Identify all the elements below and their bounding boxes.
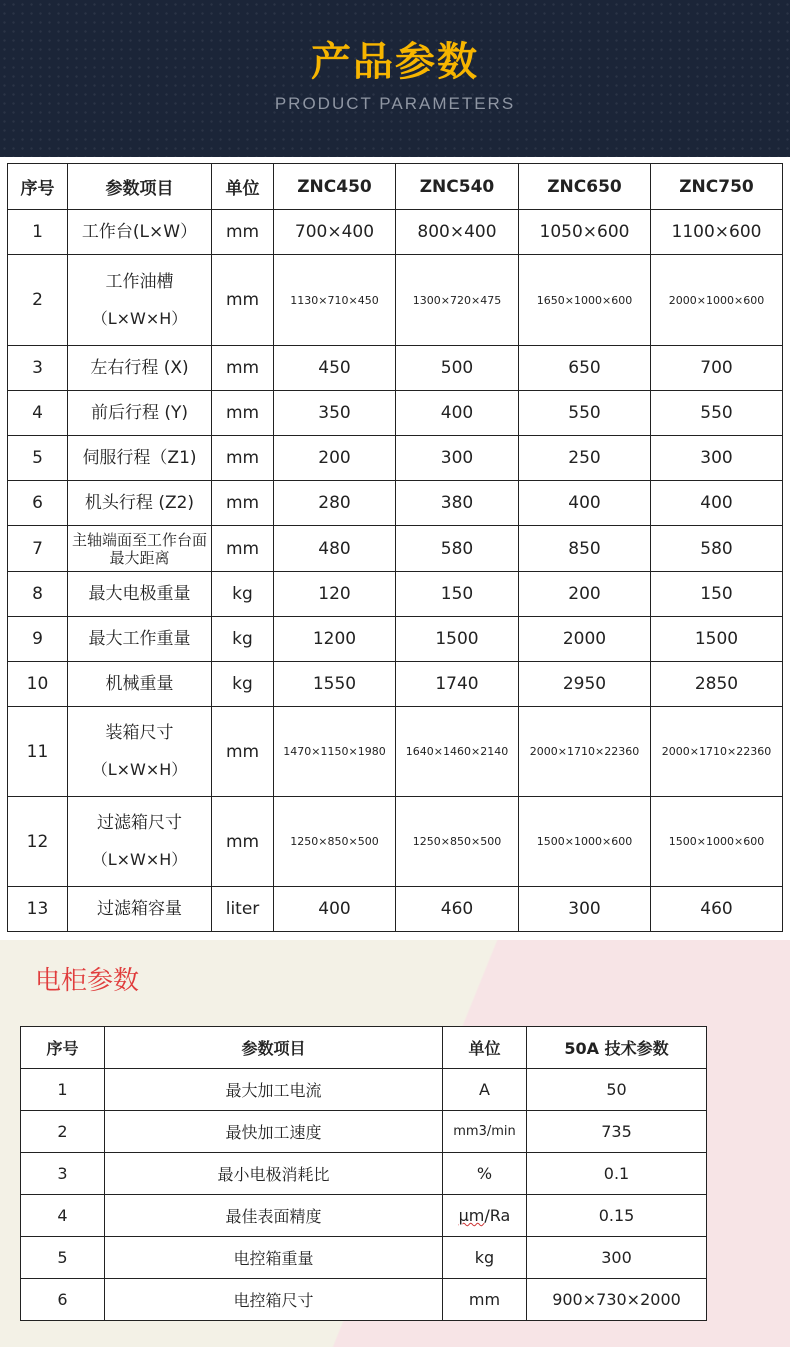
row-no: 3 (21, 1153, 105, 1195)
row-no: 4 (21, 1195, 105, 1237)
row-value: 580 (396, 526, 519, 572)
row-value: 735 (527, 1111, 707, 1153)
row-value: 650 (519, 346, 651, 391)
row-value: 150 (396, 572, 519, 617)
table-row (21, 1069, 707, 1111)
row-value: 900×730×2000 (527, 1279, 707, 1321)
row-value: 550 (519, 391, 651, 436)
row-name: 最小电极消耗比 (105, 1153, 443, 1195)
row-value: 1500 (651, 617, 783, 662)
row-value: 200 (519, 572, 651, 617)
table-row (8, 526, 783, 572)
row-value: 300 (527, 1237, 707, 1279)
row-value: 1130×710×450 (274, 255, 396, 346)
table-row (8, 481, 783, 526)
cabinet-section-title: 电柜参数 (35, 966, 140, 996)
row-unit: mm (212, 436, 274, 481)
row-value: 400 (651, 481, 783, 526)
table-row (8, 255, 783, 346)
row-value: 460 (396, 887, 519, 932)
page-subtitle: PRODUCT PARAMETERS (274, 94, 516, 113)
row-value: 120 (274, 572, 396, 617)
table-row (21, 1195, 707, 1237)
row-value: 0.15 (527, 1195, 707, 1237)
row-value: 2000×1000×600 (651, 255, 783, 346)
row-value: 0.1 (527, 1153, 707, 1195)
row-value: 850 (519, 526, 651, 572)
row-name-dims: （L×W×H） (91, 850, 188, 870)
row-unit: mm (212, 526, 274, 572)
table-row (8, 346, 783, 391)
row-unit: mm (212, 707, 274, 797)
row-name: 伺服行程（Z1) (68, 436, 212, 481)
row-value: 1100×600 (651, 210, 783, 255)
row-value: 580 (651, 526, 783, 572)
row-value: 400 (274, 887, 396, 932)
row-unit: kg (443, 1237, 527, 1279)
cabinet-parameters-table (20, 1026, 707, 1321)
row-value: 1650×1000×600 (519, 255, 651, 346)
row-value: 800×400 (396, 210, 519, 255)
row-name-dims: （L×W×H） (91, 308, 188, 328)
table-row (21, 1279, 707, 1321)
table-row (8, 887, 783, 932)
table-header-row (8, 164, 783, 210)
row-value: 250 (519, 436, 651, 481)
row-name: 过滤箱尺寸 (97, 813, 182, 834)
row-value: 350 (274, 391, 396, 436)
row-name-cell (68, 707, 212, 797)
header-unit: 单位 (212, 164, 274, 210)
row-value: 2000 (519, 617, 651, 662)
row-value: 480 (274, 526, 396, 572)
row-value: 2000×1710×22360 (651, 707, 783, 797)
row-value: 2000×1710×22360 (519, 707, 651, 797)
row-no: 7 (8, 526, 68, 572)
table-row (8, 210, 783, 255)
header-model-4: ZNC750 (651, 164, 783, 210)
row-value: 150 (651, 572, 783, 617)
row-unit-suffix: /Ra (484, 1206, 511, 1225)
row-value: 1300×720×475 (396, 255, 519, 346)
row-no: 6 (8, 481, 68, 526)
row-unit: mm (212, 210, 274, 255)
row-value: 1250×850×500 (274, 797, 396, 887)
page-header (0, 0, 790, 157)
row-unit: μm (458, 1206, 485, 1225)
row-name-dims: （L×W×H） (91, 760, 188, 780)
row-value: 450 (274, 346, 396, 391)
row-value: 460 (651, 887, 783, 932)
row-name: 前后行程 (Y) (68, 391, 212, 436)
row-name: 机头行程 (Z2) (68, 481, 212, 526)
row-unit: liter (212, 887, 274, 932)
row-name: 左右行程 (X) (68, 346, 212, 391)
table-row (8, 436, 783, 481)
row-value: 50 (527, 1069, 707, 1111)
row-value: 200 (274, 436, 396, 481)
row-unit: kg (212, 617, 274, 662)
row-name-cell (68, 797, 212, 887)
row-value: 1470×1150×1980 (274, 707, 396, 797)
row-value: 300 (519, 887, 651, 932)
row-no: 6 (21, 1279, 105, 1321)
row-no: 1 (21, 1069, 105, 1111)
row-value: 1500 (396, 617, 519, 662)
table-row (8, 572, 783, 617)
row-value: 1250×850×500 (396, 797, 519, 887)
row-name: 最快加工速度 (105, 1111, 443, 1153)
header-no: 序号 (8, 164, 68, 210)
row-unit: mm (212, 797, 274, 887)
row-no: 2 (21, 1111, 105, 1153)
table-row (8, 391, 783, 436)
table-row (21, 1111, 707, 1153)
row-unit: mm (443, 1279, 527, 1321)
row-no: 12 (8, 797, 68, 887)
row-value: 700×400 (274, 210, 396, 255)
table-row (21, 1237, 707, 1279)
row-value: 1640×1460×2140 (396, 707, 519, 797)
row-name: 工作台(L×W） (68, 210, 212, 255)
header-model-3: ZNC650 (519, 164, 651, 210)
header-spec: 50A 技术参数 (527, 1027, 707, 1069)
row-name: 工作油槽 (105, 271, 174, 292)
row-name: 最大电极重量 (68, 572, 212, 617)
row-value: 700 (651, 346, 783, 391)
header-unit: 单位 (443, 1027, 527, 1069)
page-title: 产品参数 (311, 39, 479, 85)
table-row (8, 617, 783, 662)
row-value: 2850 (651, 662, 783, 707)
row-unit: mm (212, 255, 274, 346)
row-no: 9 (8, 617, 68, 662)
row-unit-cell (443, 1195, 527, 1237)
header-item: 参数项目 (105, 1027, 443, 1069)
row-unit: mm3/min (443, 1111, 527, 1153)
row-value: 400 (519, 481, 651, 526)
row-unit: % (443, 1153, 527, 1195)
product-parameters-table (7, 163, 783, 932)
row-no: 13 (8, 887, 68, 932)
row-value: 550 (651, 391, 783, 436)
row-value: 1740 (396, 662, 519, 707)
row-name: 最佳表面精度 (105, 1195, 443, 1237)
row-name: 机械重量 (68, 662, 212, 707)
table-row (21, 1153, 707, 1195)
row-name: 过滤箱容量 (68, 887, 212, 932)
row-no: 3 (8, 346, 68, 391)
row-name: 最大加工电流 (105, 1069, 443, 1111)
row-value: 1550 (274, 662, 396, 707)
row-value: 1200 (274, 617, 396, 662)
row-name: 最大工作重量 (68, 617, 212, 662)
row-no: 5 (8, 436, 68, 481)
row-no: 8 (8, 572, 68, 617)
row-value: 500 (396, 346, 519, 391)
row-no: 1 (8, 210, 68, 255)
table-row (8, 662, 783, 707)
row-unit: mm (212, 346, 274, 391)
row-no: 4 (8, 391, 68, 436)
header-model-2: ZNC540 (396, 164, 519, 210)
row-value: 300 (651, 436, 783, 481)
row-unit: kg (212, 572, 274, 617)
row-name-cell (68, 255, 212, 346)
table-row (8, 797, 783, 887)
row-name: 主轴端面至工作台面最大距离 (68, 526, 212, 572)
row-value: 1050×600 (519, 210, 651, 255)
table-row (8, 707, 783, 797)
row-unit: kg (212, 662, 274, 707)
row-value: 1500×1000×600 (519, 797, 651, 887)
row-no: 11 (8, 707, 68, 797)
row-value: 1500×1000×600 (651, 797, 783, 887)
row-value: 400 (396, 391, 519, 436)
row-value: 2950 (519, 662, 651, 707)
row-unit: mm (212, 481, 274, 526)
row-name: 装箱尺寸 (105, 723, 174, 744)
row-no: 2 (8, 255, 68, 346)
row-value: 380 (396, 481, 519, 526)
row-unit: mm (212, 391, 274, 436)
row-no: 10 (8, 662, 68, 707)
row-value: 280 (274, 481, 396, 526)
header-model-1: ZNC450 (274, 164, 396, 210)
row-name: 电控箱尺寸 (105, 1279, 443, 1321)
row-unit: A (443, 1069, 527, 1111)
table-header-row (21, 1027, 707, 1069)
row-value: 300 (396, 436, 519, 481)
row-name: 电控箱重量 (105, 1237, 443, 1279)
row-no: 5 (21, 1237, 105, 1279)
header-no: 序号 (21, 1027, 105, 1069)
header-item: 参数项目 (68, 164, 212, 210)
